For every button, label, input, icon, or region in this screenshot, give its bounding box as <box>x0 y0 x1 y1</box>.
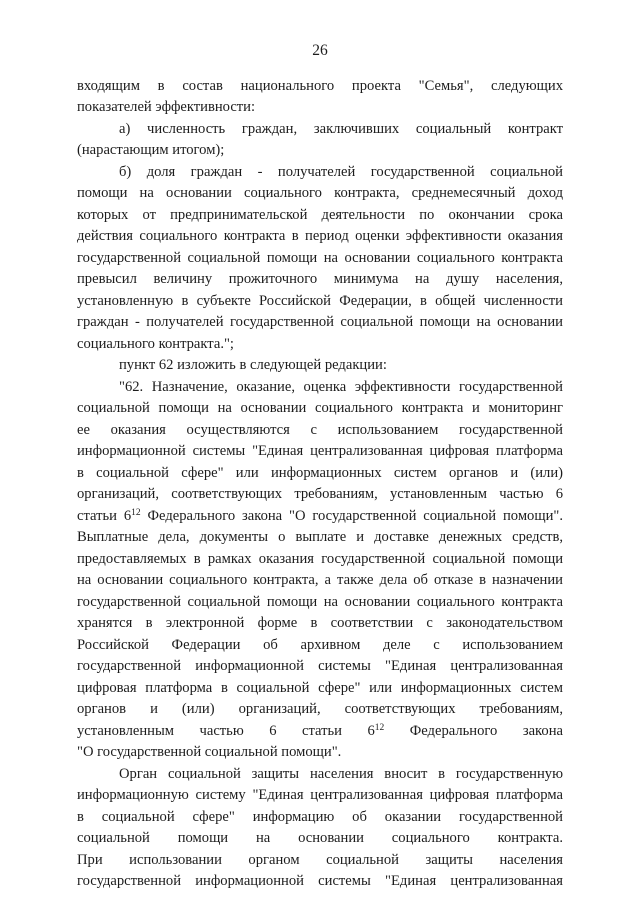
text-line: предоставляемых в рамках оказания государственной социальной помощи <box>77 550 563 567</box>
text-line: социальной помощи на основании социального контракта и мониторинг <box>77 400 563 416</box>
text-line: Российской Федерации об архивном деле с использованием <box>77 636 563 653</box>
superscript: 12 <box>131 507 141 518</box>
text-line: пункт 62 изложить в следующей редакции: <box>119 357 387 373</box>
text-line: социальной помощи на основании социального контракта. <box>77 830 563 846</box>
text-line: "О государственной социальной помощи". <box>77 744 342 760</box>
text-line: государственной информационной системы "Единая централизованная <box>77 873 563 889</box>
text-line: граждан - получателей государственной социальной помощи на основании <box>77 314 563 330</box>
text-line: государственной социальной помощи на основании социального контракта <box>77 249 563 266</box>
text-line: входящим в состав национального проекта "Семья", следующих <box>77 77 563 94</box>
text-line: государственной информационной системы "Единая централизованная <box>77 658 563 674</box>
text-line: Орган социальной защиты населения вносит в государственную <box>119 765 563 782</box>
text-line: Выплатные дела, документы о выплате и доставке денежных средств, <box>77 529 563 545</box>
text-line: При использовании органом социальной защиты населения <box>77 851 563 868</box>
text-line: установленную в субъекте Российской Федерации, в общей численности <box>77 292 563 309</box>
text-line: в социальной сфере" информацию об оказании государственной <box>77 808 563 825</box>
text-line: хранятся в электронной форме в соответствии с законодательством <box>77 615 563 631</box>
text-line: (нарастающим итогом); <box>77 142 225 158</box>
text-line: на основании социального контракта, а также дела об отказе в назначении <box>77 572 563 588</box>
text-line: информационную систему "Единая централизованная цифровая платформа <box>77 787 563 803</box>
text-line: социального контракта."; <box>77 335 234 352</box>
text-line: которых от предпринимательской деятельности по окончании срока <box>77 206 563 223</box>
text-line: помощи на основании социального контракта, среднемесячный доход <box>77 185 563 201</box>
text-line: действия социального контракта в период оценки эффективности оказания <box>77 228 563 244</box>
text-line: в социальной сфере" или информационных систем органов и (или) <box>77 464 563 481</box>
text-line: показателей эффективности: <box>77 99 256 115</box>
text-line: статьи $6^{12}$ Федерального закона "О государственной социальной помощи". <box>77 507 564 524</box>
text-line: информационной системы "Единая централизованная цифровая платформа <box>77 443 563 459</box>
superscript: 12 <box>374 722 385 733</box>
text-line: установленным частью 6 статьи $6^{12}$ Федерального закона <box>77 722 563 739</box>
page-number: 26 <box>312 42 328 59</box>
text-line: цифровая платформа в социальной сфере" или информационных систем <box>77 679 563 696</box>
text-line: превысил величину прожиточного минимума на душу населения, <box>77 271 563 287</box>
text-line: государственной социальной помощи на основании социального контракта <box>77 593 563 610</box>
text-line: ее оказания осуществляются с использованием государственной <box>77 421 563 438</box>
text-line: органов и (или) организаций, соответствующих требованиям, <box>77 701 563 717</box>
text-line: а) численность граждан, заключивших социальный контракт <box>119 120 563 137</box>
body-text <box>77 76 563 893</box>
text-line: организаций, соответствующих требованиям, установленным частью 6 <box>77 486 563 502</box>
text-line: б) доля граждан - получателей государственной социальной <box>119 163 563 180</box>
text-line: "62. Назначение, оказание, оценка эффективности государственной <box>119 378 563 395</box>
